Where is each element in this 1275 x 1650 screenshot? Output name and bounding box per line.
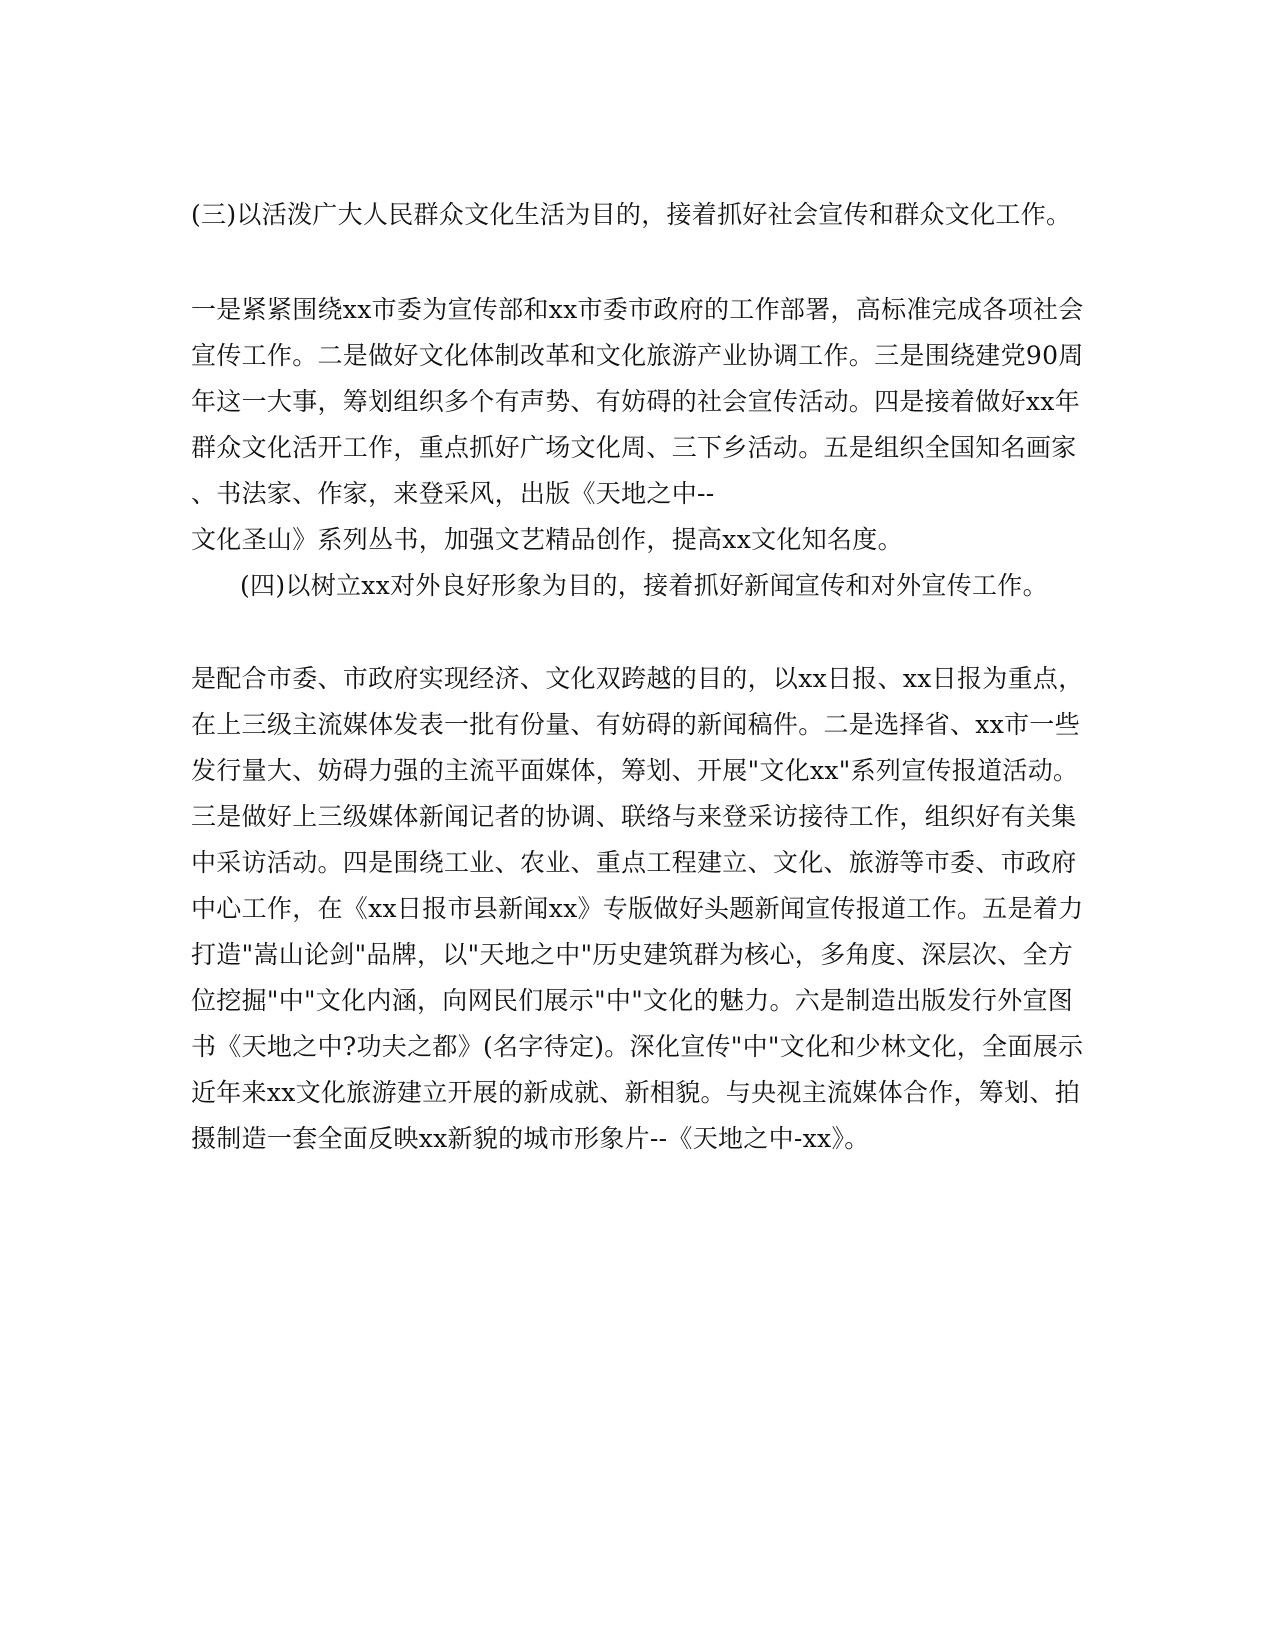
section-4-line-6: 中心工作，在《xx日报市县新闻xx》专版做好头题新闻宣传报道工作。五是着力 [191, 894, 1084, 923]
section-4-line-2: 在上三级主流媒体发表一批有份量、有妨碍的新闻稿件。二是选择省、xx市一些 [191, 710, 1081, 739]
section-3-heading: (三)以活泼广大人民群众文化生活为目的，接着抓好社会宣传和群众文化工作。 [191, 200, 1072, 229]
section-3-line-4: 群众文化活开工作，重点抓好广场文化周、三下乡活动。五是组织全国知名画家 [191, 433, 1077, 462]
section-3-line-5: 、书法家、作家，来登采风，出版《天地之中-- [191, 479, 715, 508]
section-3-line-1: 一是紧紧围绕xx市委为宣传部和xx市委市政府的工作部署，高标准完成各项社会 [191, 295, 1084, 324]
section-4-heading: (四)以树立xx对外良好形象为目的，接着抓好新闻宣传和对外宣传工作。 [240, 571, 1048, 600]
section-4-line-9: 书《天地之中?功夫之都》(名字待定)。深化宣传"中"文化和少林文化，全面展示 [191, 1032, 1084, 1061]
section-3-line-6: 文化圣山》系列丛书，加强文艺精品创作，提高xx文化知名度。 [191, 525, 903, 554]
section-4-line-11: 摄制造一套全面反映xx新貌的城市形象片--《天地之中-xx》。 [191, 1124, 870, 1153]
section-4-line-8: 位挖掘"中"文化内涵，向网民们展示"中"文化的魅力。六是制造出版发行外宣图 [191, 986, 1074, 1015]
section-4-line-1: 是配合市委、市政府实现经济、文化双跨越的目的，以xx日报、xx日报为重点， [191, 664, 1084, 693]
section-3-line-2: 宣传工作。二是做好文化体制改革和文化旅游产业协调工作。三是围绕建党90周 [191, 341, 1084, 370]
section-4-line-10: 近年来xx文化旅游建立开展的新成就、新相貌。与央视主流媒体合作，筹划、拍 [191, 1078, 1081, 1107]
section-4-line-5: 中采访活动。四是围绕工业、农业、重点工程建立、文化、旅游等市委、市政府 [191, 848, 1077, 877]
section-4-line-4: 三是做好上三级媒体新闻记者的协调、联络与来登采访接待工作，组织好有关集 [191, 802, 1077, 831]
section-3-line-3: 年这一大事，筹划组织多个有声势、有妨碍的社会宣传活动。四是接着做好xx年 [191, 387, 1081, 416]
section-4-line-3: 发行量大、妨碍力强的主流平面媒体，筹划、开展"文化xx"系列宣传报道活动。 [191, 756, 1079, 785]
section-4-line-7: 打造"嵩山论剑"品牌，以"天地之中"历史建筑群为核心，多角度、深层次、全方 [191, 940, 1074, 969]
